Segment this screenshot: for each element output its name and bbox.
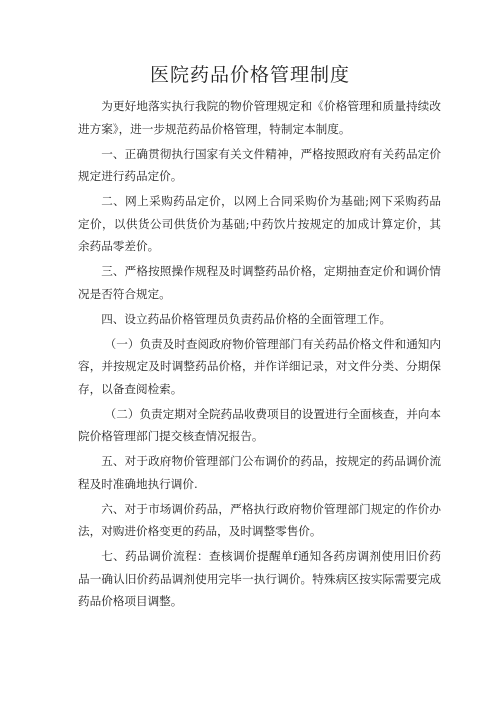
clause-5-paragraph: 五、对于政府物价管理部门公布调价的药品，按规定的药品调价流程及时准确地执行调价.: [78, 454, 441, 491]
document-title: 医院药品价格管理制度: [149, 64, 350, 86]
clause-1-paragraph: 一、正确贯彻执行国家有关文件精神，严格按照政府有关药品定价规定进行药品定价。: [78, 146, 441, 183]
clause-6-paragraph: 六、对于市场调价药品，严格执行政府物价管理部门规定的作价办法，对购进价格变更的药品，及时调整零售价。: [78, 501, 441, 538]
clause-2-paragraph: 二、网上采购药品定价，以网上合同采购价为基础;网下采购药品定价，以供货公司供货价为基础;中药饮片按规定的加成计算定价，其余药品零差价。: [78, 194, 441, 253]
clause-3-paragraph: 三、严格按照操作规程及时调整药品价格，定期抽查定价和调价情况是否符合规定。: [78, 264, 441, 301]
intro-paragraph: 为更好地落实执行我院的物价管理规定和《价格管理和质量持续改进方案》，进一步规范药品价格管理，特制定本制度。: [78, 99, 441, 136]
clause-4-sub-2-paragraph: （二）负责定期对全院药品收费项目的设置进行全面核查，并向本院价格管理部门提交核查情况报告。: [78, 406, 441, 443]
clause-4-sub-1-paragraph: （一）负责及时查阅政府物价管理部门有关药品价格文件和通知内容，并按规定及时调整药品价格，并作详细记录，对文件分类、分期保存，以备查阅检索。: [78, 336, 441, 396]
document-body: [78, 95, 441, 615]
clause-7-paragraph: 七、药品调价流程：查核调价提醒单f通知各药房调剂使用旧价药品一确认旧价药品调剂使用完毕一执行调价。特殊病区按实际需要完成药品价格项目调整。: [78, 549, 441, 608]
clause-4-paragraph: 四、设立药品价格管理员负责药品价格的全面管理工作。: [101, 311, 392, 326]
